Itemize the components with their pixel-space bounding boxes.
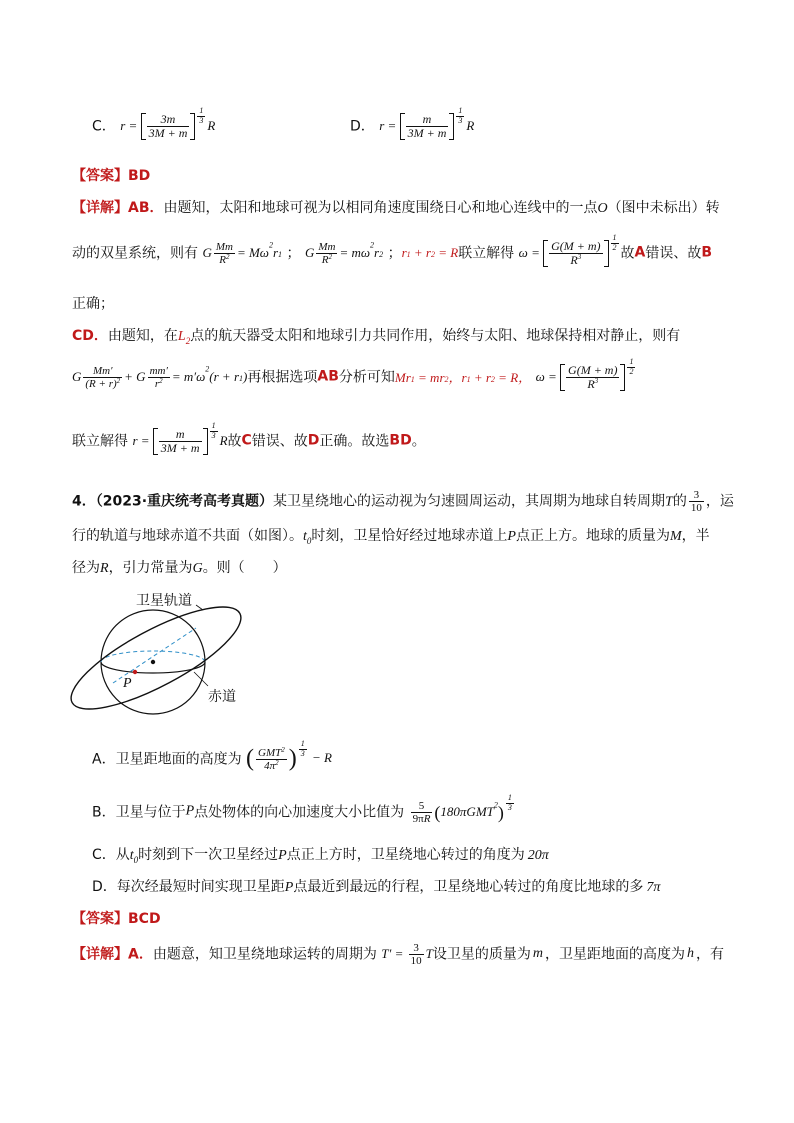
answer-value: BD: [128, 168, 151, 184]
detail-cd-end: 。: [411, 433, 426, 450]
detail-ab-conc2: 错误、故: [645, 245, 702, 262]
detail-cd-text1: 由题知，在: [107, 328, 178, 344]
sum-eq: r1 + r2 = R: [401, 244, 459, 260]
answer-value: BCD: [128, 911, 161, 927]
point-p: [133, 670, 137, 674]
q4-option-b: B．卫星与位于P点处物体的向心加速度大小比值为 $\frac{5}{9\pi R}$ (180πGMT$^2$) $^{\frac{1}{3}}$: [92, 800, 516, 825]
orbit-label: 卫星轨道: [136, 593, 192, 609]
detail-cd-join: 联立解得: [72, 433, 128, 450]
option-ref-a: A: [634, 244, 646, 261]
omega-eq: ω = $\frac{G(M + m)}{R^3}$ $^{\frac{1}{2}}$: [518, 233, 617, 268]
q3-detail-line2: 动的双星系统，则有 G $\frac{Mm}{R^2}$ = $M\omega^2r1$ ； G $\frac{Mm}{R^2}$ = $m\omega^2r2$ ；r1 + r2 = R联立解得 ω = $\frac{G(M + m)}{R^3}$ $^{\frac{1}{2}}$ 故A错误、故B: [72, 233, 713, 268]
detail-cd-conc2: 错误、故: [251, 433, 308, 450]
omega-eq-2: ω = $\frac{G(M + m)}{R^3}$ $^{\frac{1}{2}}$: [535, 357, 634, 392]
detail-cd-text2: 点的航天器受太阳和地球引力共同作用，始终与太阳、地球保持相对静止，则有: [190, 328, 681, 344]
acceleration-ratio-formula: $\frac{5}{9\pi R}$ (180πGMT$^2$) $^{\frac{1}{3}}$: [412, 793, 512, 826]
detail-cd-conc1: 故: [227, 433, 242, 450]
answer-tag: 【答案】: [72, 168, 128, 184]
question-source: （2023·重庆统考高考真题）: [95, 493, 274, 510]
option-c-formula: r = $\frac{3m}{3M + m}$ $^{\frac{1}{3}}$ R: [120, 106, 216, 141]
option-c-angle: 20π: [527, 848, 549, 863]
q3-option-c: [92, 106, 216, 141]
option-ref-d: D: [307, 432, 320, 449]
double-star-eq2: G $\frac{Mm}{R^2}$ = $m\omega^2r2$: [304, 240, 384, 267]
q3-detail-line3: [72, 293, 114, 313]
option-d-angle: 7π: [646, 880, 661, 895]
q4-stem-line2: 行的轨道与地球赤道不共面（如图）。$t_0$时刻，卫星恰好经过地球赤道上P点正上方。地球的质量为M，半: [72, 528, 710, 546]
option-label: C．: [92, 118, 116, 135]
satellite-period-eq: T′ = $\frac{3}{10}$ T: [381, 942, 433, 968]
earth-center: [151, 660, 155, 664]
q4-stem-line1: 4．（2023·重庆统考高考真题）某卫星绕地心的运动视为匀速圆周运动，其周期为地球自转周期T的 $\frac{3}{10}$ ，运: [72, 489, 734, 515]
period-fraction: $\frac{3}{10}$: [690, 489, 702, 515]
detail-ab-text3: 动的双星系统，则有: [72, 245, 198, 262]
equator-label: 赤道: [208, 689, 236, 705]
option-label: D．: [350, 118, 375, 135]
q4-stem-line3: 径为R，引力常量为G。则（ ）: [72, 560, 287, 576]
detail-tag: 【详解】: [72, 200, 128, 216]
answer-ref-bd: BD: [389, 432, 412, 449]
double-star-eq1: G $\frac{Mm}{R^2}$ = $M\omega^2r1$: [202, 240, 283, 267]
q4-option-a: A．卫星距地面的高度为 ( $\frac{GMT^2}{4\pi^2}$ ) $^{\frac{1}{3}}$ − R: [92, 739, 332, 772]
r-result-eq: r = $\frac{m}{3M + m}$ $^{\frac{1}{3}}$ R: [132, 421, 228, 456]
stem-text: 某卫星绕地心的运动视为匀速圆周运动，其周期为地球自转周期: [273, 493, 666, 510]
q4-option-d: D．每次经最短时间实现卫星距P点最近到最远的行程，卫星绕地心转过的角度比地球的多 7π: [92, 879, 661, 895]
detail-ab-text1: 由题知，太阳和地球可视为以相同角速度围绕日心和地心连线中的一点: [163, 200, 598, 216]
height-formula: ( $\frac{GMT^2}{4\pi^2}$ ) $^{\frac{1}{3}}$ − R: [246, 739, 332, 772]
detail-cd-conc3: 正确。故选: [319, 433, 390, 450]
point-l2: $L_2$: [177, 329, 191, 346]
q3-answer: [72, 165, 150, 185]
q4-detail-line1: 【详解】A．由题意，知卫星绕地球运转的周期为 T′ = $\frac{3}{10}$ T设卫星的质量为 m ，卫星距地面的高度为 h ，有: [72, 942, 725, 968]
detail-cd-text3: 再根据选项: [247, 369, 318, 386]
moment-eq: Mr1 = mr2，r1 + r2 = R，: [394, 370, 532, 386]
q3-detail-line1: [72, 197, 720, 217]
q3-detail-cd-line3: [72, 421, 426, 456]
detail-ab-text2: （图中未标出）转: [607, 200, 720, 216]
q3-detail-cd-line2: [72, 357, 637, 392]
point-o: O: [597, 201, 608, 216]
l2-force-eq: G $\frac{Mm'}{(R + r)^2}$ + G $\frac{mm'}{r^2}$ = $m'\omega^2(r + r1)$: [72, 364, 248, 391]
detail-cd-text4: 分析可知: [338, 369, 395, 386]
detail-ab-join: 联立解得: [458, 245, 515, 262]
option-ref-c: C: [241, 432, 252, 449]
detail-ab-conc1: 故: [620, 245, 635, 262]
q3-detail-cd-line1: [72, 325, 680, 346]
option-ref-b: B: [701, 244, 713, 261]
satellite-orbit-figure: [68, 588, 248, 723]
detail-ab-head: AB．: [128, 200, 164, 216]
option-ref-ab: AB: [317, 368, 339, 385]
option-d-formula: r = $\frac{m}{3M + m}$ $^{\frac{1}{3}}$ R: [379, 106, 475, 141]
q3-option-d: [350, 106, 475, 141]
detail-cd-head: CD．: [72, 328, 108, 344]
point-p-label: P: [123, 676, 132, 691]
detail-ab-conc3: 正确；: [72, 296, 114, 312]
q4-option-c: C．从$t_0$时刻到下一次卫星经过P点正上方时，卫星绕地心转过的角度为 20π: [92, 847, 549, 865]
question-number: 4．: [72, 493, 96, 510]
q4-answer: 【答案】BCD: [72, 911, 161, 927]
